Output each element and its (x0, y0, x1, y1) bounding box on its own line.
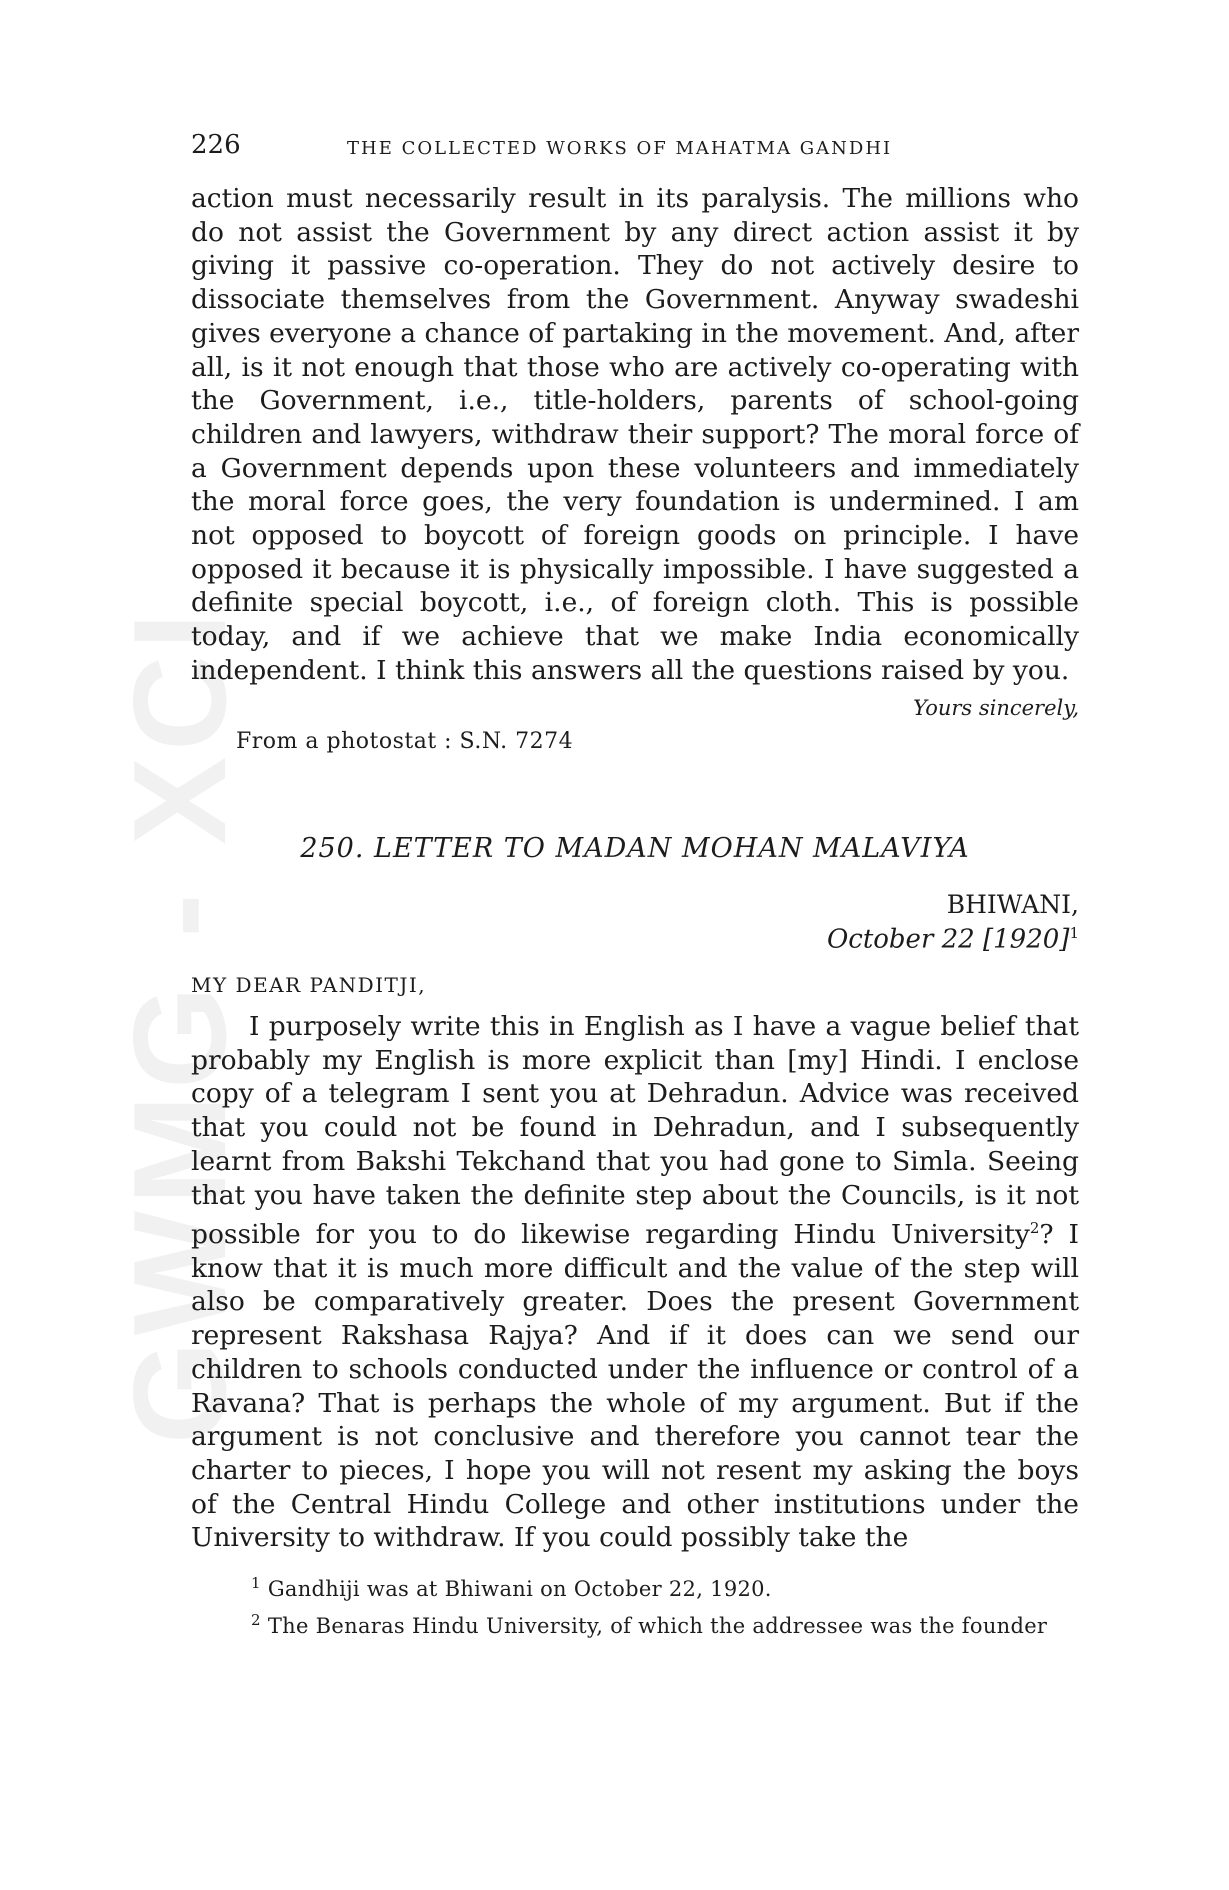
letter-date (827, 924, 1079, 955)
signoff: Yours sincerely, (913, 696, 1079, 720)
footnote-2 (251, 1605, 1079, 1642)
watermark-text: GWMG - XCI (106, 606, 254, 1444)
footnote-mark: 1 (251, 1574, 261, 1592)
footnote-ref-2: 2 (1029, 1219, 1040, 1238)
footnote-text: The Benaras Hindu University, of which the addressee was the founder (260, 1614, 1048, 1638)
footnote-ref-1: 1 (1069, 924, 1079, 942)
page-number: 226 (191, 130, 241, 160)
footnote-mark: 2 (251, 1611, 261, 1629)
running-header (191, 130, 1079, 166)
letter-place: BHIWANI, (946, 890, 1079, 919)
source-note: From a photostat : S.N. 7274 (236, 729, 574, 754)
running-title: THE COLLECTED WORKS OF MAHATMA GANDHI (347, 138, 893, 159)
footnote-text: Gandhiji was at Bhiwani on October 22, 1920. (260, 1577, 772, 1601)
footnote-1 (251, 1568, 1079, 1605)
letter-body (191, 1010, 1079, 1555)
letter-body-part1: I purposely write this in English as I have a vague belief that probably my English is more explicit than [my] Hindi. I enclose copy of a telegram I sent you at Dehradun. Advice was received that you could not be found in Dehradun, and I subsequently learnt from Bakshi Tekchand that you had gone to Simla. Seeing that you have taken the definite step about the Councils, is it not possible for you to do likewise regarding Hindu University (191, 1011, 1079, 1251)
letter-body-continued: action must necessarily result in its paralysis. The millions who do not assist the Government by any direct action assist it by giving it passive co-operation. They do not actively desire to dissociate themselves from the Government. Anyway swadeshi gives everyone a chance of partaking in the movement. And, after all, is it not enough that those who are actively co-operating with the Government, i.e., title-holders, parents of school-going children and lawyers, withdraw their support? The moral force of a Government depends upon these volunteers and immediately the moral force goes, the very foundation is undermined. I am not opposed to boycott of foreign goods on principle. I have opposed it because it is physically impossible. I have suggested a definite special boycott, i.e., of foreign cloth. This is possible today, and if we achieve that we make India economically independent. I think this answers all the questions raised by you. (191, 183, 1079, 686)
footnotes (251, 1568, 1079, 1642)
salutation: MY DEAR PANDITJI, (191, 973, 427, 997)
letter-heading: 250. LETTER TO MADAN MOHAN MALAVIYA (300, 833, 970, 864)
letter-date-text: October 22 [1920] (826, 924, 1070, 955)
letter-body-part2: ? I know that it is much more difficult and the value of the step will also be comparatively greater. Does the present Government represent Rakshasa Rajya? And if it does can we send our children to schools conducted under the influence or control of a Ravana? That is perhaps the whole of my argument. But if the argument is not conclusive and therefore you cannot tear the charter to pieces, I hope you will not resent my asking the boys of the Central Hindu College and other institutions under the University to withdraw. If you could possibly take the (191, 1219, 1079, 1554)
